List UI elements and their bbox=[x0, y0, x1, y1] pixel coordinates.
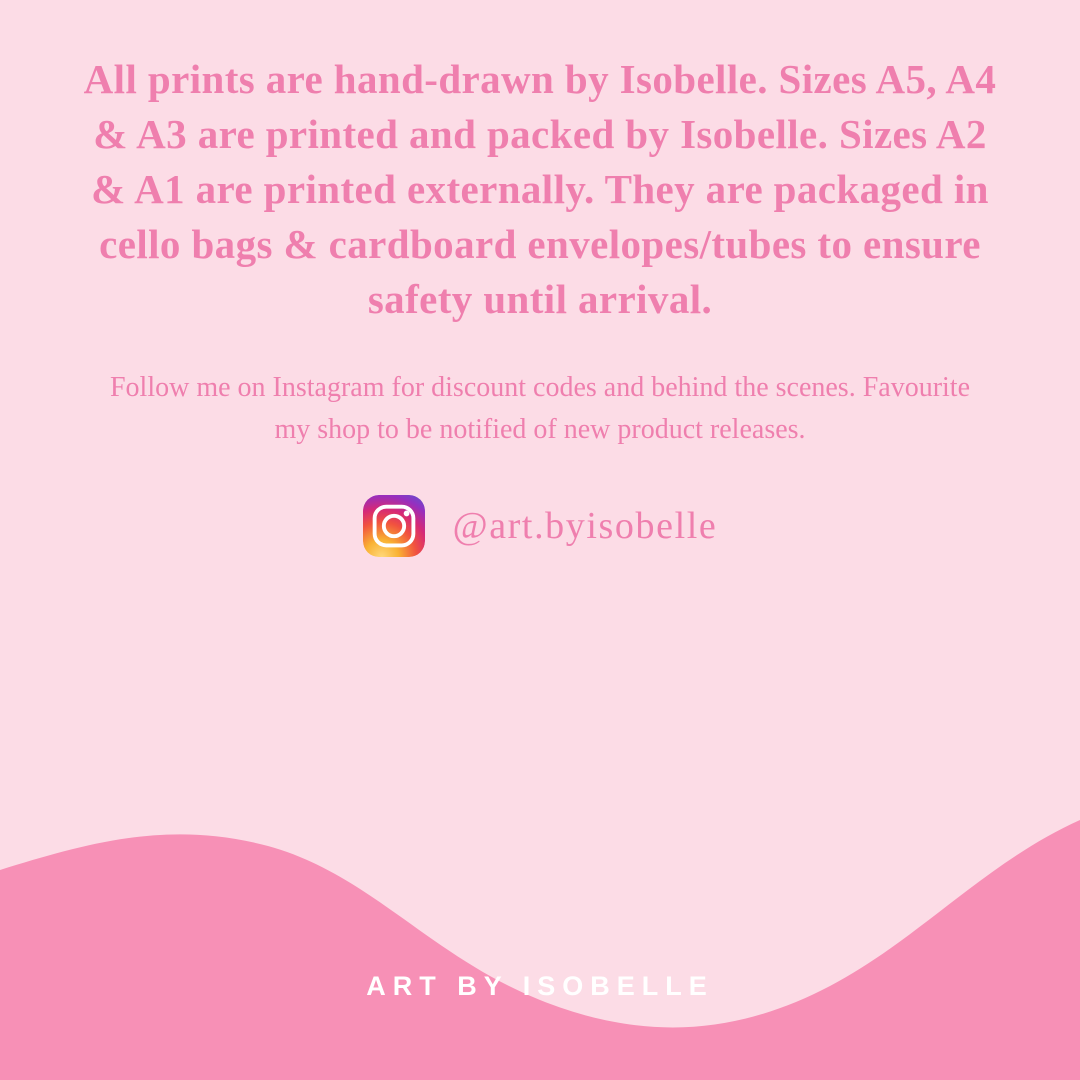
page-title: All prints are hand-drawn by Isobelle. Sizes A5, A4 & A3 are printed and packed by Isobelle. Sizes A2 & A1 are printed externally. They are packaged in cello bags & cardboard envelopes/tubes to ensure safety until arrival. bbox=[83, 56, 997, 322]
wave-decoration bbox=[0, 750, 1080, 1080]
instagram-handle-row[interactable] bbox=[0, 495, 1080, 557]
brand-footer: ART BY ISOBELLE bbox=[366, 971, 714, 1001]
subtext: Follow me on Instagram for discount codes and behind the scenes. Favourite my shop to be notified of new product releases. bbox=[109, 372, 971, 445]
instagram-icon[interactable] bbox=[363, 495, 425, 557]
instagram-handle-label: @art.byisobelle bbox=[452, 505, 718, 547]
